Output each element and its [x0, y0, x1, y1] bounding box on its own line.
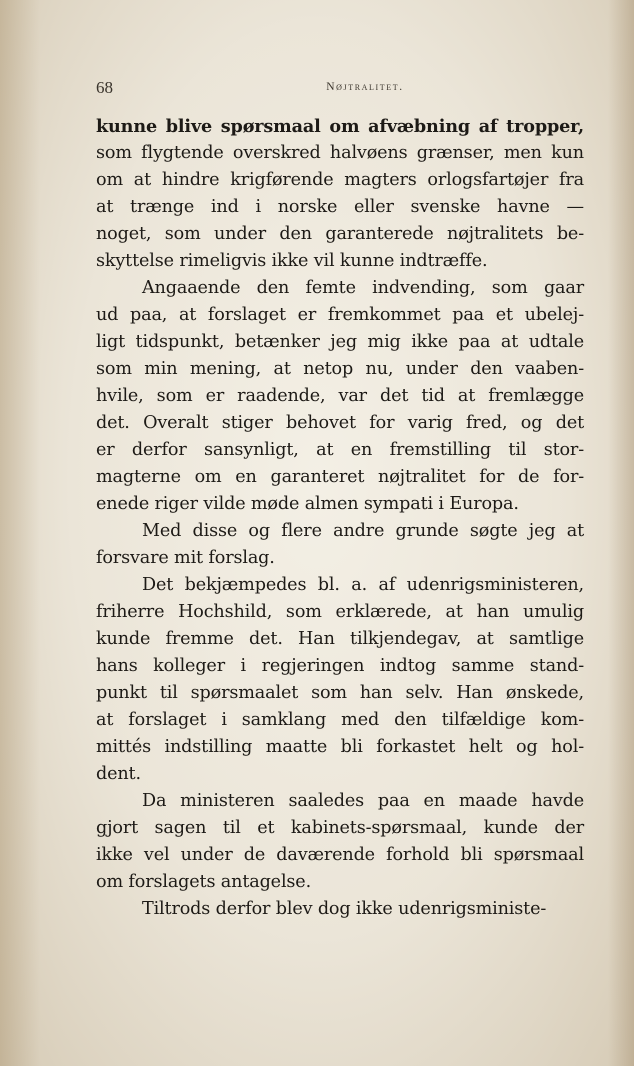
- text-line: skyttelse rimeligvis ikke vil kunne indtræffe.: [96, 251, 488, 271]
- text-line: som min mening, at netop nu, under den vaaben-: [96, 359, 584, 379]
- paragraph-start-line: Da ministeren saaledes paa en maade havde: [142, 791, 584, 811]
- text-line: hvile, som er raadende, var det tid at fremlægge: [96, 386, 584, 406]
- text-line: at forslaget i samklang med den tilfældige kom-: [96, 710, 584, 730]
- running-head: [96, 78, 584, 100]
- running-title: Nøjtralitet.: [326, 81, 404, 93]
- text-line: ligt tidspunkt, betænker jeg mig ikke paa at udtale: [96, 332, 584, 352]
- paragraph-start-line: Angaaende den femte indvending, som gaar: [142, 278, 584, 298]
- text-line: mittés indstilling maatte bli forkastet helt og hol-: [96, 737, 584, 757]
- paragraph-start-line: Det bekjæmpedes bl. a. af udenrigsministeren,: [142, 575, 584, 595]
- text-line: gjort sagen til et kabinets-spørsmaal, kunde der: [96, 818, 584, 838]
- text-line: at trænge ind i norske eller svenske havne —: [96, 197, 584, 217]
- body-text: [96, 113, 584, 923]
- text-line: hans kolleger i regjeringen indtog samme stand-: [96, 656, 584, 676]
- text-line: om at hindre krigførende magters orlogsfartøjer fra: [96, 170, 584, 190]
- text-line: noget, som under den garanterede nøjtralitets be-: [96, 224, 584, 244]
- text-line: punkt til spørsmaalet som han selv. Han ønskede,: [96, 683, 584, 703]
- paragraph-start-line: Med disse og flere andre grunde søgte jeg at: [142, 521, 584, 541]
- page-edge-shadow-left: [0, 0, 40, 1066]
- text-line: magterne om en garanteret nøjtralitet for de for-: [96, 467, 584, 487]
- text-line: forsvare mit forslag.: [96, 548, 275, 568]
- text-line: er derfor sansynligt, at en fremstilling til stor-: [96, 440, 584, 460]
- text-line: friherre Hochshild, som erklærede, at han umulig: [96, 602, 584, 622]
- text-line: det. Overalt stiger behovet for varig fred, og det: [96, 413, 584, 433]
- text-line: ud paa, at forslaget er fremkommet paa et ubelej-: [96, 305, 584, 325]
- text-line: dent.: [96, 764, 141, 784]
- text-line: som flygtende overskred halvøens grænser, men kun: [96, 143, 584, 163]
- text-line: kunde fremme det. Han tilkjendegav, at samtlige: [96, 629, 584, 649]
- paragraph-start-line: Tiltrods derfor blev dog ikke udenrigsministe-: [142, 899, 547, 919]
- page-edge-shadow-right: [608, 0, 634, 1066]
- text-line: enede riger vilde møde almen sympati i Europa.: [96, 494, 519, 514]
- text-line: om forslagets antagelse.: [96, 872, 312, 892]
- text-line: ikke vel under de daværende forhold bli spørsmaal: [96, 845, 584, 865]
- text-line: kunne blive spørsmaal om afvæbning af tropper,: [96, 116, 584, 137]
- page-number: 68: [96, 78, 113, 97]
